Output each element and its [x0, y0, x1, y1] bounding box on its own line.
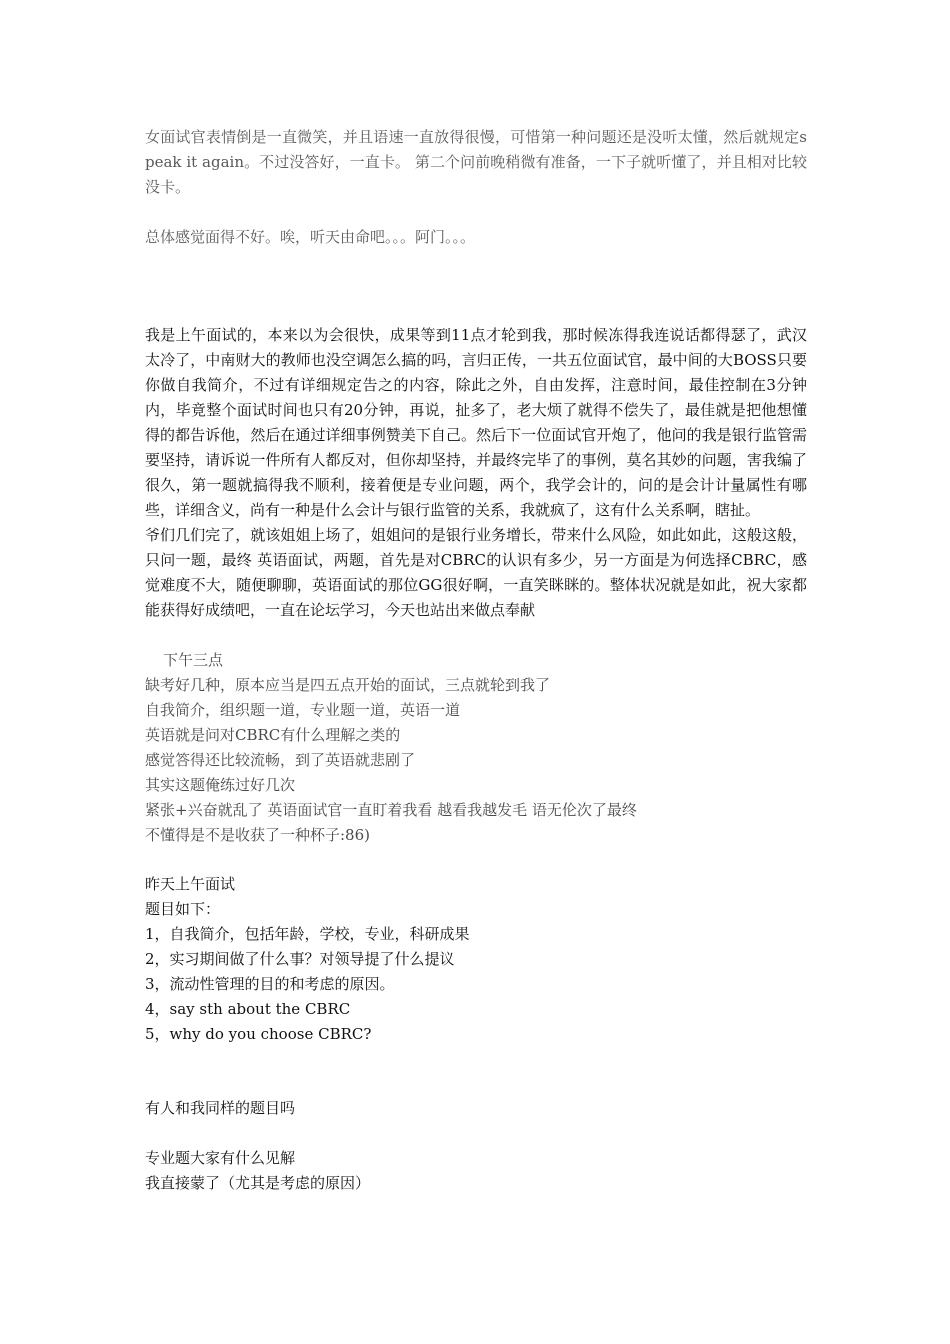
question-item: 5，why do you choose CBRC?: [145, 1025, 372, 1043]
paragraph-morning-interview: 我是上午面试的，本来以为会很快，成果等到11点才轮到我，那时候冻得我连说话都得瑟了，武汉太冷了，中南财大的教师也没空调怎么搞的吗，言归正传，一共五位面试官，最中间的大BOSS只要你做自我简介，不过有详细规定告之的内容，除此之外，自由发挥，注意时间，最佳控制在3分钟内，毕竟整个面试时间也只有20分钟，再说，扯多了，老大烦了就得不偿失了，最佳就是把他想懂得的都告诉他，然后在通过详细事例赞美下自己。然后下一位面试官开炮了，他问的我是银行监管需要坚持，请诉说一件所有人都反对，但你却坚持，并最终完毕了的事例，莫名其妙的问题，害我编了很久，第一题就搞得我不顺利，接着便是专业问题，两个，我学会计的，问的是会计计量属性有哪些，详细含义，尚有一种是什么会计与银行监管的关系，我就疯了，这有什么关系啊，瞎扯。: [145, 326, 807, 519]
text-line: 昨天上午面试: [145, 875, 236, 893]
question-item: 4，say sth about the CBRC: [145, 1000, 351, 1018]
text-line: 专业题大家有什么见解: [145, 1149, 296, 1167]
text-line: 不懂得是不是收获了一种杯子:86): [145, 826, 370, 844]
paragraph-sister-interviewer: 爷们几们完了，就该姐姐上场了，姐姐问的是银行业务增长，带来什么风险，如此如此，这般这般，只问一题，最终 英语面试，两题，首先是对CBRC的认识有多少，另一方面是为何选择CBRC，感觉难度不大，随便聊聊，英语面试的那位GG很好啊，一直笑眯眯的。整体状况就是如此，祝大家都能获得好成绩吧，一直在论坛学习，今天也站出来做点奉献: [145, 526, 807, 619]
text-line: 下午三点: [163, 651, 224, 669]
text-line: 题目如下：: [145, 900, 221, 918]
paragraph-overall-feeling: 总体感觉面得不好。唉，听天由命吧。。。阿门。。。: [145, 228, 476, 246]
text-line: 缺考好几种，原本应当是四五点开始的面试，三点就轮到我了: [145, 676, 551, 694]
paragraph-female-interviewer: 女面试官表情倒是一直微笑，并且语速一直放得很慢，可惜第一种问题还是没听太懂，然后就规定speak it again。不过没答好，一直卡。 第二个问前晚稍微有准备，一下子就听懂了，并且相对比较没卡。: [145, 128, 807, 196]
text-line: 我直接蒙了（尤其是考虑的原因）: [145, 1174, 371, 1192]
interview-questions-list: [145, 872, 807, 1047]
interview-review-section-1: [145, 125, 807, 250]
text-line: 感觉答得还比较流畅，到了英语就悲剧了: [145, 751, 416, 769]
text-line: 有人和我同样的题目吗: [145, 1099, 296, 1117]
text-line: 紧张+兴奋就乱了 英语面试官一直盯着我看 越看我越发毛 语无伦次了最终: [145, 801, 637, 819]
interview-review-section-3: [145, 648, 807, 848]
question-item: 1，自我简介，包括年龄，学校，专业，科研成果: [145, 925, 470, 943]
interview-review-section-2: [145, 323, 807, 623]
text-line: 英语就是问对CBRC有什么理解之类的: [145, 726, 401, 744]
question-item: 3，流动性管理的目的和考虑的原因。: [145, 975, 395, 993]
text-line: 其实这题俺练过好几次: [145, 776, 296, 794]
question-item: 2，实习期间做了什么事？对领导提了什么提议: [145, 950, 455, 968]
blank-line: [145, 1121, 807, 1146]
text-line: 自我简介，组织题一道，专业题一道，英语一道: [145, 701, 461, 719]
interview-followup-section: [145, 1096, 807, 1196]
